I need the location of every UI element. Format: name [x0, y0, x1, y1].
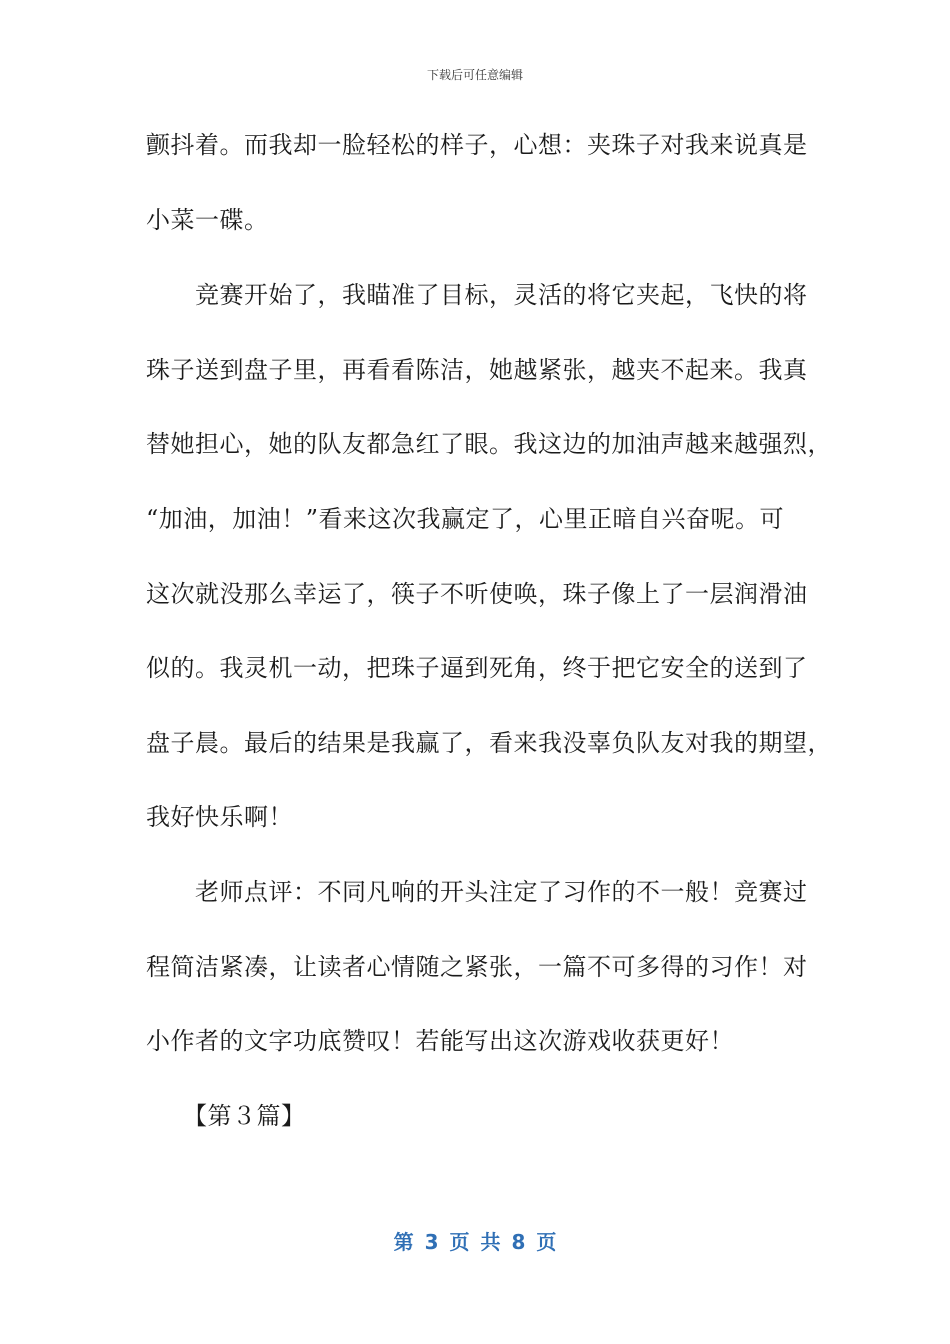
page-header: 下载后可任意编辑: [426, 68, 523, 82]
text-line: 程简洁紧凑，让读者心情随之紧张，一篇不可多得的习作！对: [146, 953, 808, 981]
text-line: 盘子晨。最后的结果是我赢了，看来我没辜负队友对我的期望，: [146, 729, 832, 757]
text-line: 我好快乐啊！: [146, 803, 293, 831]
page-number-footer: 第 3 页 共 8 页: [393, 1230, 557, 1254]
text-line: 替她担心，她的队友都急红了眼。我这边的加油声越来越强烈，: [146, 430, 832, 458]
text-line: 珠子送到盘子里，再看看陈洁，她越紧张，越夹不起来。我真: [146, 356, 808, 384]
text-line: 颤抖着。而我却一脸轻松的样子，心想：夹珠子对我来说真是: [146, 131, 808, 159]
text-line: 小菜一碟。: [146, 206, 269, 234]
text-line: 这次就没那么幸运了，筷子不听使唤，珠子像上了一层润滑油: [146, 580, 808, 608]
text-line: 老师点评：不同凡响的开头注定了习作的不一般！竞赛过: [146, 878, 808, 906]
text-line: 竞赛开始了，我瞄准了目标，灵活的将它夹起，飞快的将: [146, 281, 808, 309]
text-line: “加油，加油！”看来这次我赢定了，心里正暗自兴奋呢。可: [146, 505, 785, 533]
text-line: 小作者的文字功底赞叹！若能写出这次游戏收获更好！: [146, 1027, 734, 1055]
text-line: 似的。我灵机一动，把珠子逼到死角，终于把它安全的送到了: [146, 654, 808, 682]
section-heading: 【第３篇】: [146, 1102, 306, 1130]
